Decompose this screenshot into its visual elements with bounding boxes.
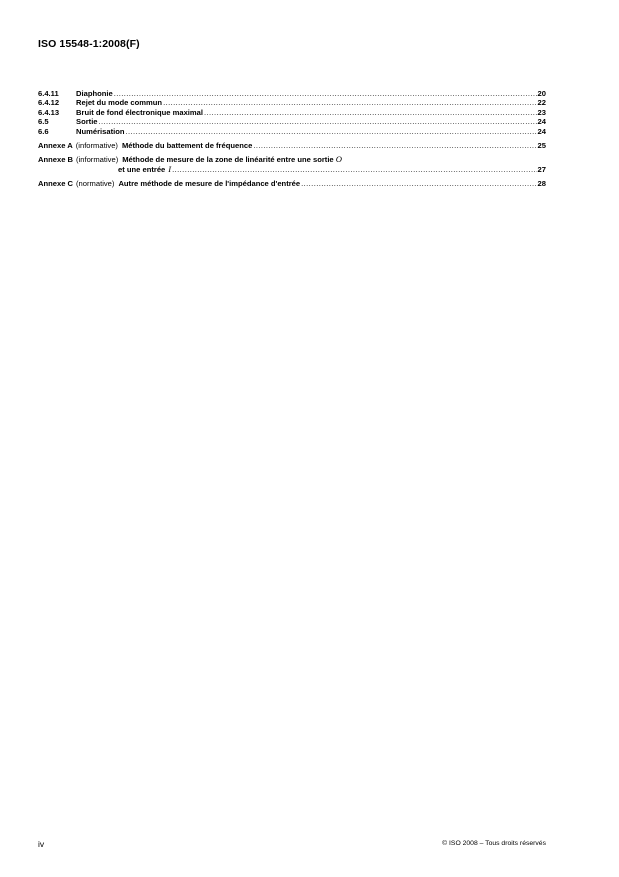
table-of-contents [38, 89, 546, 189]
toc-entry-title: Diaphonie [76, 89, 113, 98]
toc-entry-page: 23 [537, 107, 546, 117]
toc-annex-entry[interactable] [38, 155, 546, 174]
toc-entry-title: Numérisation [76, 126, 125, 136]
toc-entry-page: 20 [537, 89, 546, 98]
annex-page: 28 [537, 179, 546, 189]
annex-title-line2: et une entrée [118, 164, 166, 174]
toc-annex-entry[interactable] [38, 141, 546, 150]
toc-entry-page: 24 [537, 126, 546, 136]
annex-kind: (informative) [76, 155, 119, 165]
annex-kind: (informative) [75, 141, 118, 151]
annex-title: Autre méthode de mesure de l'impédance d'entrée [118, 179, 301, 189]
annex-title-line1: Méthode de mesure de la zone de linéarité entre une sortie [122, 155, 334, 165]
toc-entry-number: 6.4.13 [38, 107, 60, 117]
dot-leader [99, 117, 537, 126]
dot-leader [114, 89, 537, 98]
annex-title: Méthode du battement de fréquence [121, 141, 253, 151]
annex-second-line [38, 165, 546, 174]
toc-entry[interactable] [38, 127, 546, 136]
toc-entry-title: Bruit de fond électronique maximal [76, 107, 204, 117]
toc-entry[interactable] [38, 98, 546, 107]
annex-kind: (normative) [76, 179, 115, 189]
annex-label: Annexe B [38, 155, 74, 165]
output-symbol: O [335, 154, 342, 165]
dot-leader [301, 179, 536, 188]
toc-annex-entry[interactable] [38, 179, 546, 188]
toc-entry-page: 24 [537, 117, 546, 127]
annex-first-line [38, 155, 546, 164]
toc-entry-number: 6.5 [38, 117, 49, 127]
annex-label: Annexe C [38, 179, 74, 189]
dot-leader [172, 165, 536, 174]
annex-page: 27 [537, 164, 546, 174]
copyright-notice: © ISO 2008 – Tous droits réservés [442, 840, 546, 847]
input-symbol: I [168, 163, 172, 174]
toc-entry-number: 6.6 [38, 126, 49, 136]
document-header: ISO 15548-1:2008(F) [38, 38, 140, 50]
page-number: iv [38, 839, 45, 849]
toc-entry[interactable] [38, 117, 546, 126]
dot-leader [163, 98, 536, 107]
annex-label: Annexe A [38, 141, 73, 151]
toc-entry-title: Rejet du mode commun [76, 98, 163, 108]
toc-entry[interactable] [38, 108, 546, 117]
dot-leader [126, 127, 537, 136]
toc-entry-number: 6.4.11 [38, 89, 59, 98]
toc-entry-page: 22 [537, 98, 546, 108]
dot-leader [204, 108, 537, 117]
toc-entry-title: Sortie [76, 117, 98, 127]
toc-entry-number: 6.4.12 [38, 98, 60, 108]
toc-entry[interactable] [38, 89, 546, 98]
dot-leader [253, 141, 536, 150]
annex-page: 25 [537, 141, 546, 151]
